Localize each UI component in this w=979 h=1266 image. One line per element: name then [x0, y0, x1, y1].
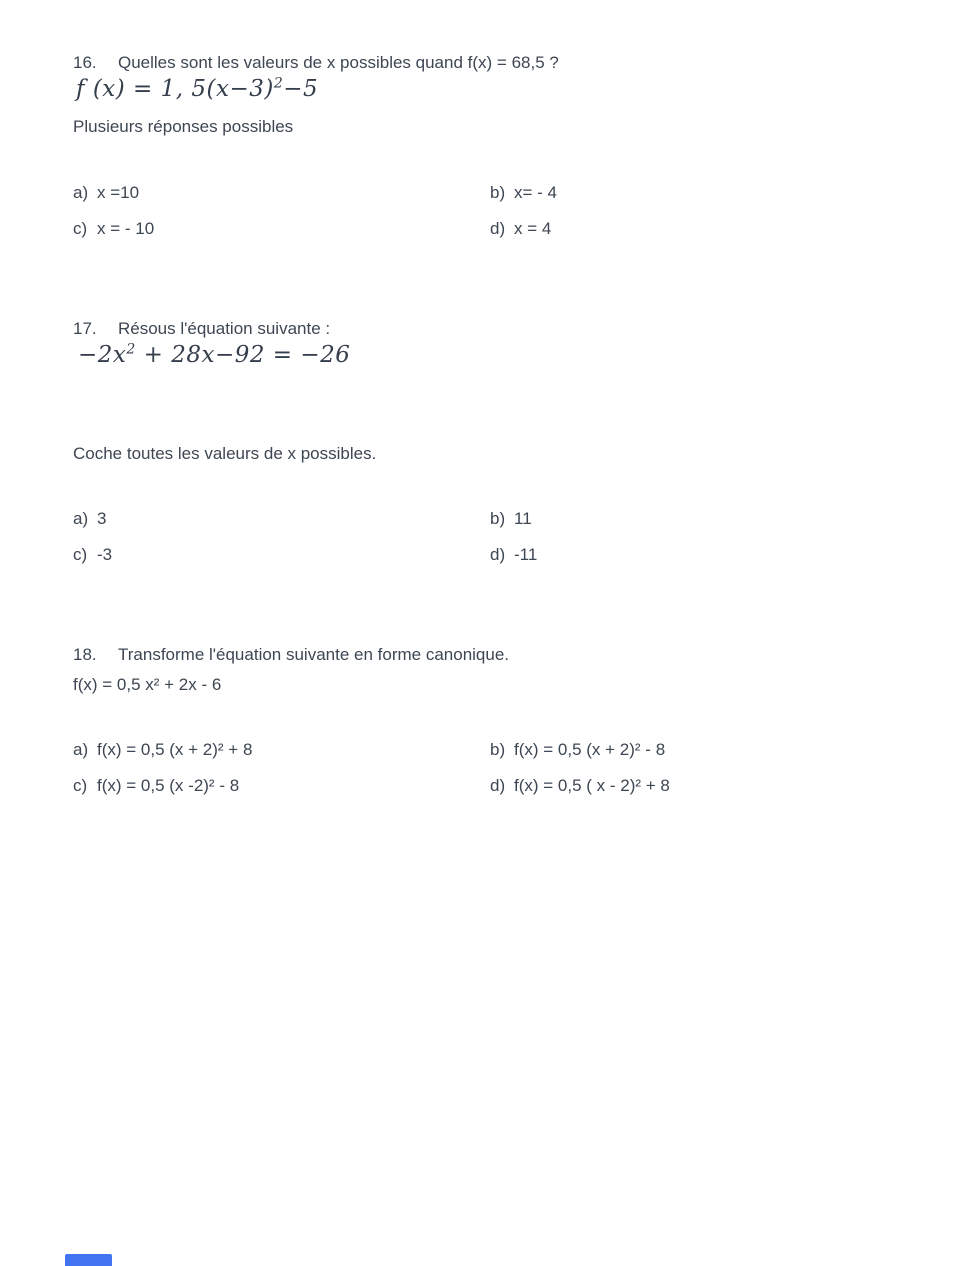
formula-17-pre: −2x — [78, 342, 127, 368]
option-17-d — [490, 544, 537, 566]
option-18-d-text: f(x) = 0,5 ( x - 2)² + 8 — [514, 776, 670, 795]
option-18-d — [490, 775, 670, 797]
formula-16-post: −5 — [283, 76, 319, 102]
option-16-a — [73, 182, 490, 204]
option-17-a-text: 3 — [97, 509, 107, 528]
option-17-b — [490, 508, 537, 530]
question-17-header — [73, 318, 330, 339]
option-18-a-text: f(x) = 0,5 (x + 2)² + 8 — [97, 740, 253, 759]
question-18-prompt: Transforme l'équation suivante en forme canonique. — [118, 645, 510, 664]
option-18-b-text: f(x) = 0,5 (x + 2)² - 8 — [514, 740, 666, 759]
question-16-header — [73, 52, 559, 73]
option-16-d-letter: d) — [490, 219, 506, 238]
question-16-options — [73, 182, 557, 240]
option-16-b — [490, 182, 557, 204]
question-16-note: Plusieurs réponses possibles — [73, 117, 294, 136]
option-16-b-text: x= - 4 — [514, 183, 557, 202]
question-18-options — [73, 739, 670, 797]
option-16-b-letter: b) — [490, 183, 506, 202]
option-17-b-letter: b) — [490, 509, 506, 528]
option-17-c — [73, 544, 490, 566]
option-18-c-letter: c) — [73, 776, 88, 795]
option-16-c-letter: c) — [73, 219, 88, 238]
question-18-header — [73, 644, 509, 665]
formula-17-post: + 28x−92 = −26 — [135, 342, 351, 368]
option-16-a-text: x =10 — [97, 183, 140, 202]
formula-17-exponent: 2 — [126, 341, 136, 358]
option-18-b — [490, 739, 670, 761]
option-17-c-letter: c) — [73, 545, 88, 564]
option-17-d-letter: d) — [490, 545, 506, 564]
option-17-b-text: 11 — [514, 509, 532, 528]
question-18-equation: f(x) = 0,5 x² + 2x - 6 — [73, 675, 222, 694]
page-bottom-blue-fragment — [65, 1254, 112, 1266]
option-18-d-letter: d) — [490, 776, 506, 795]
option-17-a — [73, 508, 490, 530]
question-17-note: Coche toutes les valeurs de x possibles. — [73, 444, 377, 463]
question-16-prompt: Quelles sont les valeurs de x possibles quand f(x) = 68,5 ? — [118, 53, 559, 72]
option-16-a-letter: a) — [73, 183, 89, 202]
formula-16-pre: f (x) = 1, 5(x−3) — [76, 76, 274, 102]
formula-16-exponent: 2 — [273, 75, 284, 92]
option-18-a — [73, 739, 490, 761]
option-16-d — [490, 218, 557, 240]
question-17-formula — [78, 342, 350, 368]
option-16-c — [73, 218, 490, 240]
option-17-c-text: -3 — [97, 545, 113, 564]
option-18-a-letter: a) — [73, 740, 89, 759]
option-18-c-text: f(x) = 0,5 (x -2)² - 8 — [97, 776, 240, 795]
option-16-c-text: x = - 10 — [97, 219, 155, 238]
question-17-number: 17. — [73, 319, 97, 338]
question-16-formula — [76, 76, 318, 102]
option-17-d-text: -11 — [514, 545, 538, 564]
question-17-options — [73, 508, 537, 566]
option-18-b-letter: b) — [490, 740, 506, 759]
option-18-c — [73, 775, 490, 797]
question-18-number: 18. — [73, 645, 97, 664]
question-17-prompt: Résous l'équation suivante : — [118, 319, 331, 338]
option-17-a-letter: a) — [73, 509, 89, 528]
question-16-number: 16. — [73, 53, 97, 72]
option-16-d-text: x = 4 — [514, 219, 552, 238]
